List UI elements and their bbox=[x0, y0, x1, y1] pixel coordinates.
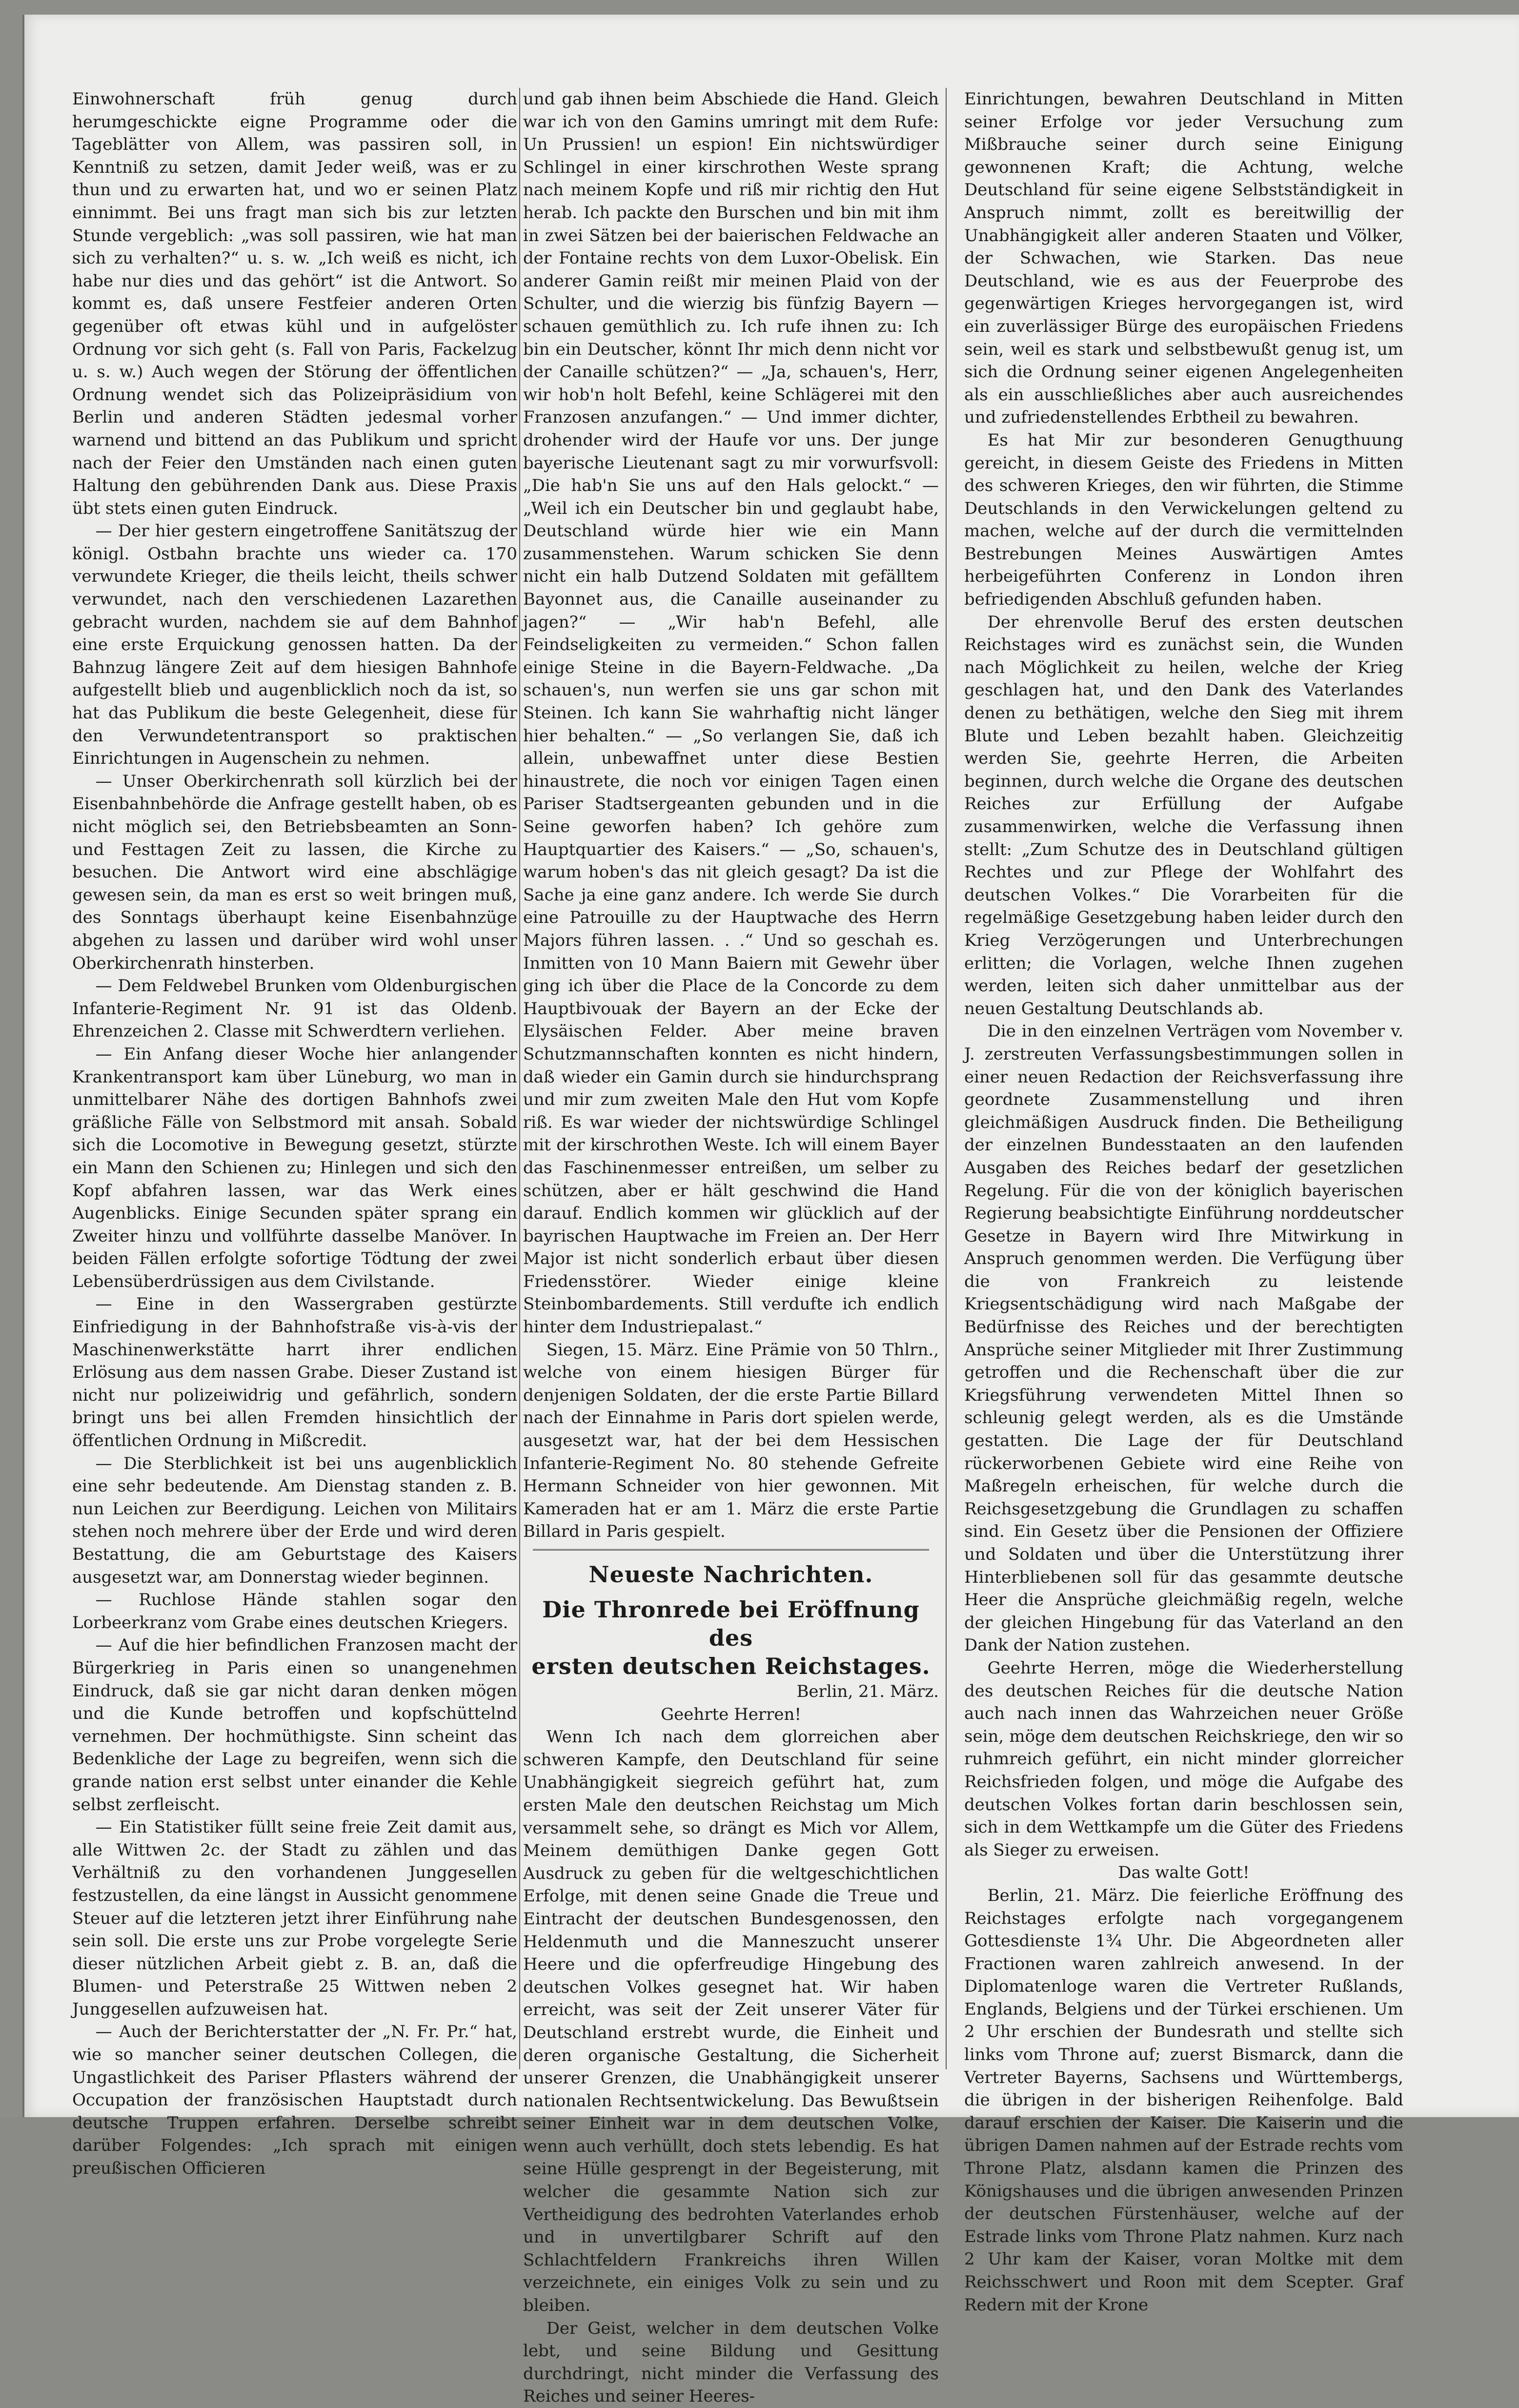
paragraph: Geehrte Herren, möge die Wiederherstellung des deutschen Reiches für die deutsche Nation auch nach innen das Wahrzeichen neuer Größe sein, möge dem deutschen Reichskriege, den wir so ruhmreich geführt, ein nicht minder glorreicher Reichsfrieden folgen, und möge die Aufgabe des deutschen Volkes fortan darin beschlossen sein, sich in dem Wettkampfe um die Güter des Friedens als Sieger zu erweisen. bbox=[964, 1658, 1403, 1860]
closing-line: Das walte Gott! bbox=[1118, 1863, 1250, 1883]
column-divider bbox=[519, 88, 520, 2069]
paragraph: und gab ihnen beim Abschiede die Hand. Gleich war ich von den Gamins umringt mit dem Rufe: Un Prussien! un espion! Ein nichtswürdiger Schlingel in einer kirschrothen Weste sprang nach meinem Kopfe und riß mir richtig den Hut herab. Ich packte den Burschen und bin mit ihm in zwei Sätzen bei der baierischen Feldwache an der Fontaine rechts von dem Luxor-Obelisk. Ein anderer Gamin reißt mir meinen Plaid von der Schulter, und die wierzig bis fünfzig Bayern — schauen gemüthlich zu. Ich rufe ihnen zu: Ich bin ein Deutscher, könnt Ihr mich denn nicht vor der Canaille schützen?“ — „Ja, schauen's, Herr, wir hob'n holt Befehl, keine Schlägerei mit den Franzosen anzufangen.“ — Und immer dichter, drohender wird der Haufe vor uns. Der junge bayerische Lieutenant sagt zu mir vorwurfsvoll: „Die hab'n Sie uns auf den Hals gelockt.“ — „Weil ich ein Deutscher bin und geglaubt habe, Deutschland würde hier wie ein Mann zusammenstehen. Warum schicken Sie denn nicht ein halb Dutzend Soldaten mit gefälltem Bayonnet aus, die Canaille auseinander zu jagen?“ — „Wir hab'n Befehl, alle Feindseligkeiten zu vermeiden.“ Schon fallen einige Steine in die Bayern-Feldwache. „Da schauen's, nun werfen sie uns gar schon mit Steinen. Ich kann Sie wahrhaftig nicht länger hier behalten.“ — „So verlangen Sie, daß ich allein, unbewaffnet unter diese Bestien hinaustrete, die noch vor einigen Tagen einen Pariser Stadtsergeanten gebunden und in die Seine geworfen haben? Ich gehöre zum Hauptquartier des Kaisers.“ — „So, schauen's, warum hoben's das nit gleich gesagt? Da ist die Sache ja eine ganz andere. Ich werde Sie durch eine Patrouille zu der Hauptwache des Herrn Majors führen lassen. . .“ Und so geschah es. Inmitten von 10 Mann Baiern mit Gewehr über ging ich über die Place de la Concorde zu dem Hauptbivouak der Bayern an der Ecke der Elysäischen Felder. Aber meine braven Schutzmannschaften konnten es nicht hindern, daß wieder ein Gamin durch sie hindurchsprang und mir zum zweiten Male den Hut vom Kopfe riß. Es war wieder der nichtswürdige Schlingel mit der kirschrothen Weste. Ich will einem Bayer das Faschinenmesser entreißen, um selber zu schützen, aber er hält geschwind die Hand darauf. Endlich kommen wir glücklich auf der bayrischen Hauptwache im Freien an. Der Herr Major ist nicht sonderlich erbaut über diesen Friedensstörer. Wieder einige kleine Steinbombardements. Still verdufte ich endlich hinter dem Industriepalast.“ bbox=[523, 89, 939, 1337]
paragraph: — Dem Feldwebel Brunken vom Oldenburgischen Infanterie-Regiment Nr. 91 ist das Oldenb. Ehrenzeichen 2. Classe mit Schwerdtern verliehen. bbox=[72, 976, 517, 1041]
paragraph: — Ein Statistiker füllt seine freie Zeit damit aus, alle Wittwen 2c. der Stadt zu zählen und das Verhältniß zu den vorhandenen Junggesellen festzustellen, da eine längst in Aussicht genommene Steuer auf die letzteren jetzt ihrer Einführung nahe sein soll. Die erste uns zur Probe vorgelegte Serie dieser nützlichen Arbeit giebt z. B. an, daß die Blumen- und Peterstraße 25 Wittwen neben 2 Junggesellen aufzuweisen hat. bbox=[72, 1817, 517, 2019]
paragraph: Die in den einzelnen Verträgen vom November v. J. zerstreuten Verfassungsbestimmungen sollen in einer neuen Redaction der Reichsverfassung ihre geordnete Zusammenstellung und ihren gleichmäßigen Ausdruck finden. Die Betheiligung der einzelnen Bundesstaaten an den laufenden Ausgaben des Reiches bedarf der gesetzlichen Regelung. Für die von der königlich bayerischen Regierung beabsichtigte Einführung norddeutscher Gesetze in Bayern wird Ihre Mitwirkung in Anspruch genommen werden. Die Verfügung über die von Frankreich zu leistende Kriegsentschädigung wird nach Maßgabe der Bedürfnisse des Reiches und der berechtigten Ansprüche seiner Mitglieder mit Ihrer Zustimmung getroffen und die Rechenschaft über die zur Kriegsführung verwendeten Mittel Ihnen so schleunig gelegt werden, als es die Umstände gestatten. Die Lage der für Deutschland rückerworbenen Gebiete wird eine Reihe von Maßregeln erheischen, für welche durch die Reichsgesetzgebung die Grundlagen zu schaffen sind. Ein Gesetz über die Pensionen der Offiziere und Soldaten und über die Unterstützung ihrer Hinterbliebenen soll für das gesammte deutsche Heer die Ansprüche gleichmäßig regeln, welche der gleichen Hingebung für das Vaterland an den Dank der Nation zustehen. bbox=[964, 1021, 1403, 1655]
paragraph: Siegen, 15. März. Eine Prämie von 50 Thlrn., welche von einem hiesigen Bürger für denjenigen Soldaten, der die erste Partie Billard nach der Einnahme in Paris dort spielen werde, ausgesetzt war, hat der bei dem Hessischen Infanterie-Regiment No. 80 stehende Gefreite Hermann Schneider von hier gewonnen. Mit Kameraden hat er am 1. März die erste Partie Billard in Paris gespielt. bbox=[523, 1340, 939, 1542]
paragraph: Einrichtungen, bewahren Deutschland in Mitten seiner Erfolge vor jeder Versuchung zum Mißbrauche seiner durch seine Einigung gewonnenen Kraft; die Achtung, welche Deutschland für seine eigene Selbstständigkeit in Anspruch nimmt, zollt es bereitwillig der Unabhängigkeit aller anderen Staaten und Völker, der Schwachen, wie Starken. Das neue Deutschland, wie es aus der Feuerprobe des gegenwärtigen Krieges hervorgegangen ist, wird ein zuverlässiger Bürge des europäischen Friedens sein, weil es stark und selbstbewußt genug ist, um sich die Ordnung seiner eigenen Angelegenheiten als ein ausschließliches aber auch ausreichendes und zufriedenstellendes Erbtheil zu bewahren. bbox=[964, 89, 1403, 428]
column-right bbox=[964, 88, 1403, 2316]
section-rule bbox=[533, 1549, 929, 1551]
dateline: Berlin, 21. März. bbox=[796, 1682, 939, 1701]
paragraph: Wenn Ich nach dem glorreichen aber schweren Kampfe, den Deutschland für seine Unabhängigkeit siegreich geführt hat, zum ersten Male den deutschen Reichstag um Mich versammelt sehe, so drängt es Mich vor Allem, Meinem demüthigen Danke gegen Gott Ausdruck zu geben für die weltgeschichtlichen Erfolge, mit denen seine Gnade die Treue und Eintracht der deutschen Bundesgenossen, den Heldenmuth und die Manneszucht unserer Heere und die opferfreudige Hingebung des deutschen Volkes gesegnet hat. Wir haben erreicht, was seit der Zeit unserer Väter für Deutschland erstrebt wurde, die Einheit und deren organische Gestaltung, die Sicherheit unserer Grenzen, die Unabhängigkeit unserer nationalen Rechtsentwickelung. Das Bewußtsein seiner Einheit war in dem deutschen Volke, wenn auch verhüllt, doch stets lebendig. Es hat seine Hülle gesprengt in der Begeisterung, mit welcher die gesammte Nation sich zur Vertheidigung des bedrohten Vaterlandes erhob und in unvertilgbarer Schrift auf den Schlachtfeldern Frankreichs ihren Willen verzeichnete, ein einiges Volk zu sein und zu bleiben. bbox=[523, 1727, 939, 2316]
column-divider bbox=[946, 88, 947, 2069]
paragraph: Einwohnerschaft früh genug durch herumgeschickte eigne Programme oder die Tageblätter von Allem, was passiren soll, in Kenntniß zu setzen, damit Jeder weiß, was er zu thun und zu erwarten hat, und wo er seinen Platz einnimmt. Bei uns fragt man sich bis zur letzten Stunde vergeblich: „was soll passiren, wie hat man sich zu verhalten?“ u. s. w. „Ich weiß es nicht, ich habe nur dies und das gehört“ ist die Antwort. So kommt es, daß unsere Festfeier anderen Orten gegenüber oft etwas kühl und in aufgelöster Ordnung vor sich geht (s. Fall von Paris, Fackelzug u. s. w.) Auch wegen der Störung der öffentlichen Ordnung wendet sich das Polizeipräsidium von Berlin und anderen Städten jedesmal vorher warnend und bittend an das Publikum und spricht nach der Feier den Umständen nach einen guten Haltung den gebührenden Dank aus. Diese Praxis übt stets einen guten Eindruck. bbox=[72, 89, 517, 518]
paragraph: — Auf die hier befindlichen Franzosen macht der Bürgerkrieg in Paris einen so unangenehmen Eindruck, daß sie gar nicht daran denken mögen und die Kunde betroffen und kopfschüttelnd vernehmen. Der hochmüthigste. Sinn scheint das Bedenkliche der Lage zu begreifen, wenn sich die grande nation erst selbst unter einander die Kehle selbst zerfleischt. bbox=[72, 1635, 517, 1815]
paragraph: — Ruchlose Hände stahlen sogar den Lorbeerkranz vom Grabe eines deutschen Kriegers. bbox=[72, 1590, 517, 1633]
paragraph: — Eine in den Wassergraben gestürzte Einfriedigung in der Bahnhofstraße vis-à-vis der Maschinenwerkstätte harrt ihrer endlichen Erlösung aus dem nassen Grabe. Dieser Zustand ist nicht nur polizeiwidrig und gefährlich, sondern bringt uns bei allen Fremden hinsichtlich der öffentlichen Ordnung in Mißcredit. bbox=[72, 1294, 517, 1451]
paragraph: Es hat Mir zur besonderen Genugthuung gereicht, in diesem Geiste des Friedens in Mitten des schweren Krieges, den wir führten, die Stimme Deutschlands in den Verwickelungen geltend zu machen, welche auf der durch die vermittelnden Bestrebungen Meines Auswärtigen Amtes herbeigeführten Conferenz in London ihren befriedigenden Abschluß gefunden haben. bbox=[964, 430, 1403, 610]
paragraph: — Ein Anfang dieser Woche hier anlangender Krankentransport kam über Lüneburg, wo man in unmittelbarer Nähe des dortigen Bahnhofs zwei gräßliche Fälle von Selbstmord mit ansah. Sobald sich die Locomotive in Bewegung gesetzt, stürzte ein Mann den Schienen zu; Hinlegen und sich den Kopf abfahren lassen, war das Werk eines Augenblicks. Einige Secunden später sprang ein Zweiter hinzu und vollführte dasselbe Manöver. In beiden Fällen erfolgte sofortige Tödtung der zwei Lebensüberdrüssigen aus dem Civilstande. bbox=[72, 1044, 517, 1291]
paragraph: — Unser Oberkirchenrath soll kürzlich bei der Eisenbahnbehörde die Anfrage gestellt haben, ob es nicht möglich sei, den Betriebsbeamten an Sonn- und Festtagen Zeit zu lassen, die Kirche zu besuchen. Die Antwort wird eine abschlägige gewesen sein, da man es erst so weit bringen muß, des Sonntags überhaupt keine Eisenbahnzüge abgehen zu lassen und darüber wird wohl unser Oberkirchenrath hinsterben. bbox=[72, 771, 517, 973]
newspaper-page bbox=[22, 15, 1519, 2407]
column-left bbox=[72, 88, 517, 2180]
paragraph: — Die Sterblichkeit ist bei uns augenblicklich eine sehr bedeutende. Am Dienstag standen z. B. nun Leichen zur Beerdigung. Leichen von Militairs stehen noch mehrere über der Erde und wird deren Bestattung, die am Geburtstage des Kaisers ausgesetzt war, am Donnerstag wieder beginnen. bbox=[72, 1453, 517, 1587]
paragraph: Berlin, 21. März. Die feierliche Eröffnung des Reichstages erfolgte nach vorgegangenem Gottesdienste 1¾ Uhr. Die Abgeordneten aller Fractionen waren zahlreich anwesend. In der Diplomatenloge waren die Vertreter Rußlands, Englands, Belgiens und der Türkei erschienen. Um 2 Uhr erschien der Bundesrath und stellte sich links vom Throne auf; zuerst Bismarck, dann die Vertreter Bayerns, Sachsens und Württembergs, die übrigen in der bisherigen Reihenfolge. Bald darauf erschien der Kaiser. Die Kaiserin und die übrigen Damen nahmen auf der Estrade rechts vom Throne Platz, alsdann kamen die Prinzen des Königshauses und die übrigen anwesenden Prinzen der deutschen Fürstenhäuser, welche auf der Estrade links vom Throne Platz nahmen. Kurz nach 2 Uhr kam der Kaiser, voran Moltke mit dem Reichsschwert und Roon mit dem Scepter. Graf Redern mit der Krone bbox=[964, 1885, 1403, 2315]
article-heading-line1: Die Thronrede bei Eröffnung des bbox=[542, 1596, 920, 1651]
paragraph: Der Geist, welcher in dem deutschen Volke lebt, und seine Bildung und Gesittung durchdringt, nicht minder die Verfassung des Reiches und seiner Heeres- bbox=[523, 2318, 939, 2407]
article-heading-line2: ersten deutschen Reichstages. bbox=[531, 1653, 931, 1679]
salutation: Geehrte Herren! bbox=[660, 1704, 802, 1724]
column-middle bbox=[523, 88, 939, 2408]
paragraph: — Der hier gestern eingetroffene Sanitätszug der königl. Ostbahn brachte uns wieder ca. 170 verwundete Krieger, die theils leicht, theils schwer verwundet, nach den verschiedenen Lazarethen gebracht wurden, nachdem sie auf dem Bahnhof eine erste Erquickung genossen hatten. Da der Bahnzug längere Zeit auf dem hiesigen Bahnhofe aufgestellt blieb und augenblicklich noch da ist, so hat das Publikum die beste Gelegenheit, diese für den Verwundetentransport so praktischen Einrichtungen in Augenschein zu nehmen. bbox=[72, 521, 517, 769]
section-heading-news: Neueste Nachrichten. bbox=[588, 1561, 873, 1588]
paragraph: — Auch der Berichterstatter der „N. Fr. Pr.“ hat, wie so mancher seiner deutschen Collegen, die Ungastlichkeit des Pariser Pflasters während der Occupation der französischen Hauptstadt durch deutsche Truppen erfahren. Derselbe schreibt darüber Folgendes: „Ich sprach mit einigen preußischen Officieren bbox=[72, 2022, 517, 2179]
paragraph: Der ehrenvolle Beruf des ersten deutschen Reichstages wird es zunächst sein, die Wunden nach Möglichkeit zu heilen, welche der Krieg geschlagen hat, und den Dank des Vaterlandes denen zu bethätigen, welche den Sieg mit ihrem Blute und Leben bezahlt haben. Gleichzeitig werden Sie, geehrte Herren, die Arbeiten beginnen, durch welche die Organe des deutschen Reiches zur Erfüllung der Aufgabe zusammenwirken, welche die Verfassung ihnen stellt: „Zum Schutze des in Deutschland gültigen Rechtes und zur Pflege der Wohlfahrt des deutschen Volkes.“ Die Vorarbeiten für die regelmäßige Gesetzgebung haben leider durch den Krieg Verzögerungen und Unterbrechungen erlitten; die Vorlagen, welche Ihnen zugehen werden, leiten sich daher unmittelbar aus der neuen Gestaltung Deutschlands ab. bbox=[964, 612, 1403, 1019]
